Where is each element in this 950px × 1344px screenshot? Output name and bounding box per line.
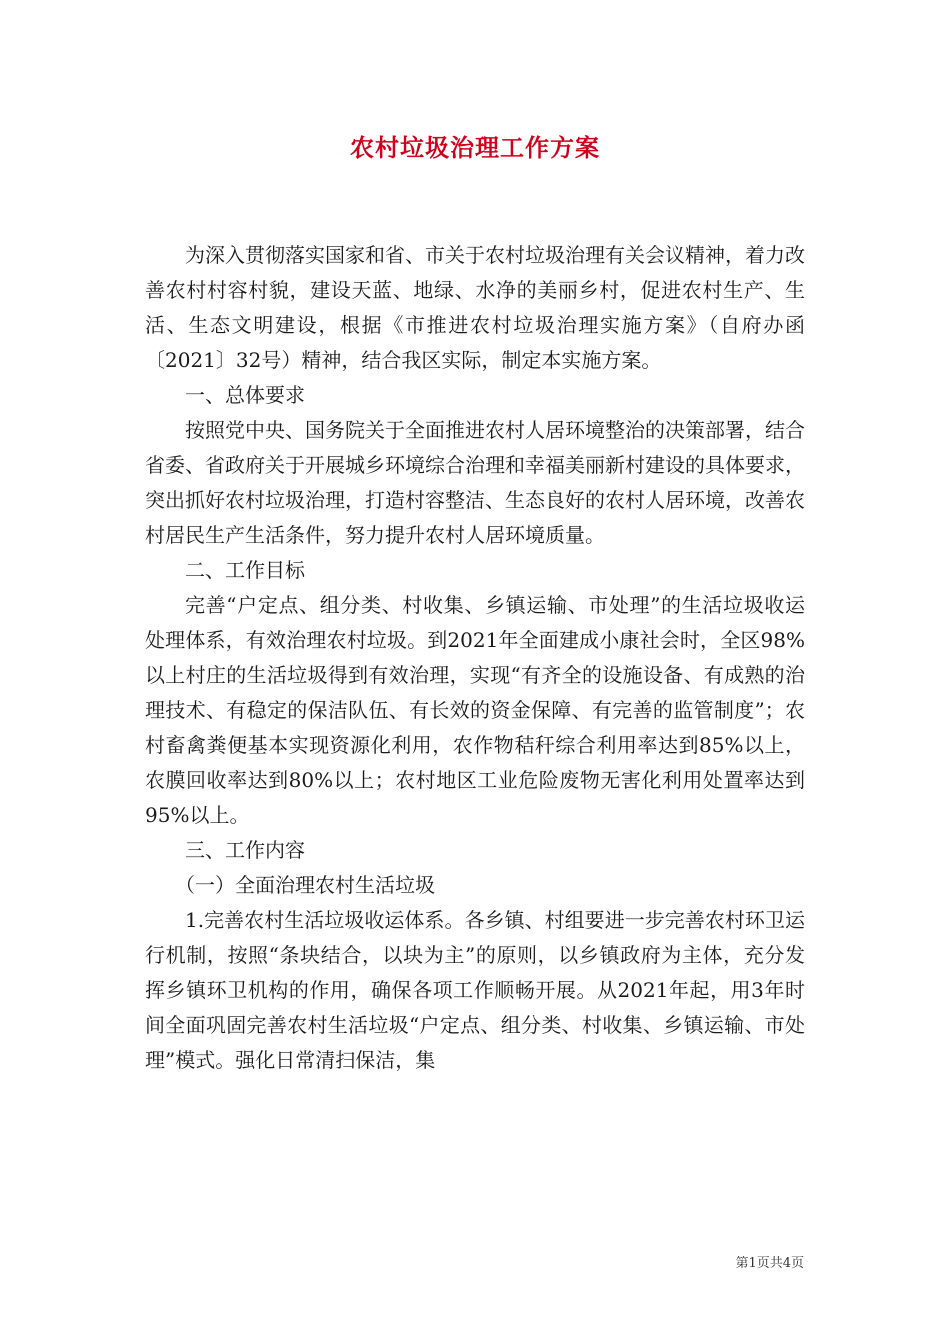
section-heading-1: 一、总体要求 [185,383,305,407]
section-1-paragraph: 按照党中央、国务院关于全面推进农村人居环境整治的决策部署，结合省委、省政府关于开展城乡环境综合治理和幸福美丽新村建设的具体要求，突出抓好农村垃圾治理，打造村容整洁、生态良好的农村人居环境，改善农村居民生产生活条件，努力提升农村人居环境质量。 [145,418,805,547]
section-heading-3: 三、工作内容 [185,838,305,862]
intro-paragraph: 为深入贯彻落实国家和省、市关于农村垃圾治理有关会议精神，着力改善农村村容村貌，建设天蓝、地绿、水净的美丽乡村，促进农村生产、生活、生态文明建设，根据《市推进农村垃圾治理实施方案》（自府办函〔2021〕32号）精神，结合我区实际，制定本实施方案。 [145,243,805,372]
document-body [145,238,805,1078]
section-heading-2: 二、工作目标 [185,558,305,582]
document-title: 农村垃圾治理工作方案 [350,133,600,162]
subsection-1-paragraph: 1.完善农村生活垃圾收运体系。各乡镇、村组要进一步完善农村环卫运行机制，按照“条块结合，以块为主”的原则，以乡镇政府为主体，充分发挥乡镇环卫机构的作用，确保各项工作顺畅开展。从2021年起，用3年时间全面巩固完善农村生活垃圾“户定点、组分类、村收集、乡镇运输、市处理”模式。强化日常清扫保洁，集 [145,908,805,1072]
subsection-heading-1: （一）全面治理农村生活垃圾 [175,873,435,897]
page-number: 第1页共4页 [735,1256,804,1271]
section-2-paragraph: 完善“户定点、组分类、村收集、乡镇运输、市处理”的生活垃圾收运处理体系，有效治理农村垃圾。到2021年全面建成小康社会时，全区98%以上村庄的生活垃圾得到有效治理，实现“有齐全的设施设备、有成熟的治理技术、有稳定的保洁队伍、有长效的资金保障、有完善的监管制度”；农村畜禽粪便基本实现资源化利用，农作物秸秆综合利用率达到85%以上，农膜回收率达到80%以上；农村地区工业危险废物无害化利用处置率达到95%以上。 [145,593,805,827]
